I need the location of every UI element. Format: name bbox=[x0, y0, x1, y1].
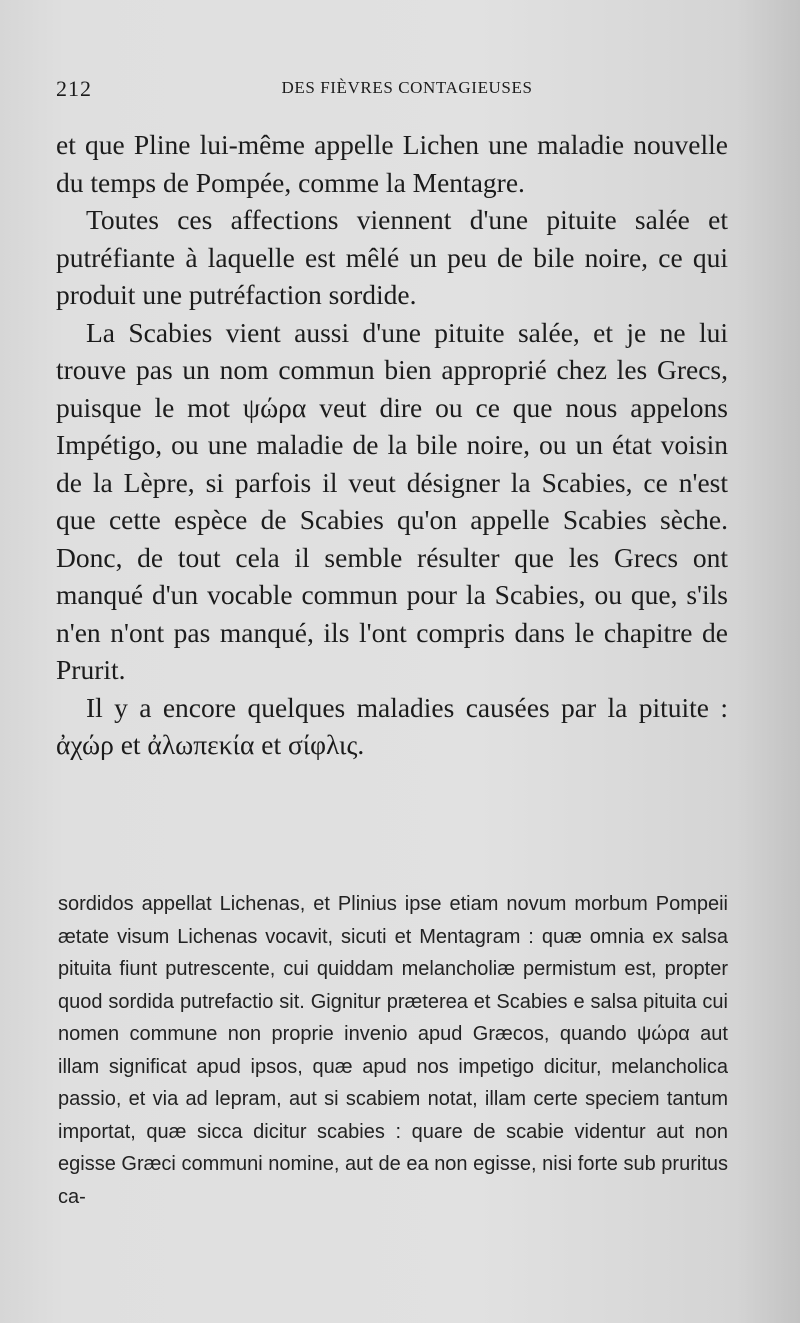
page-number: 212 bbox=[56, 76, 92, 101]
paragraph: Toutes ces affections viennent d'une pituite salée et putréfiante à laquelle est mêlé un peu de bile noire, ce qui produit une putréfaction sordide. bbox=[56, 204, 728, 310]
paragraph-continuation: et que Pline lui-même appelle Lichen une maladie nouvelle du temps de Pompée, comme la Mentagre. bbox=[56, 129, 728, 198]
running-title: DES FIÈVRES CONTAGIEUSES bbox=[281, 78, 533, 97]
footnote bbox=[58, 888, 728, 1213]
footnote-text: sordidos appellat Lichenas, et Plinius ipse etiam novum morbum Pompeii ætate visum Lichenas vocavit, sicuti et Mentagram : quæ omnia ex salsa pituita fiunt putrescente, cui quiddam melancholiæ permistum est, propter quod sordida putrefactio sit. Gignitur præterea et Scabies e salsa pituita cui nomen commune non proprie invenio apud Græcos, quando ψώρα aut illam significat apud ipsos, quæ apud nos impetigo dicitur, melancholica passio, et via ad lepram, aut si scabiem notat, illam certe speciem tantum importat, quæ sicca dicitur scabies : quare de scabie videntur aut non egisse Græci communi nomine, aut de ea non egisse, nisi forte sub pruritus ca- bbox=[58, 893, 728, 1208]
main-text bbox=[56, 126, 728, 764]
page-header bbox=[56, 76, 728, 106]
paragraph: La Scabies vient aussi d'une pituite salée, et je ne lui trouve pas un nom commun bien approprié chez les Grecs, puisque le mot ψώρα veut dire ou ce que nous appelons Impétigo, ou une maladie de la bile noire, ou un état voisin de la Lèpre, si parfois il veut désigner la Scabies, ce n'est que cette espèce de Scabies qu'on appelle Scabies sèche. Donc, de tout cela il semble résulter que les Grecs ont manqué d'un vocable commun pour la Scabies, ou que, s'ils n'en n'ont pas manqué, ils l'ont compris dans le chapitre de Prurit. bbox=[56, 316, 728, 685]
paragraph: Il y a encore quelques maladies causées par la pituite : ἀχώρ et ἀλωπεκία et σίφλις. bbox=[56, 691, 728, 760]
